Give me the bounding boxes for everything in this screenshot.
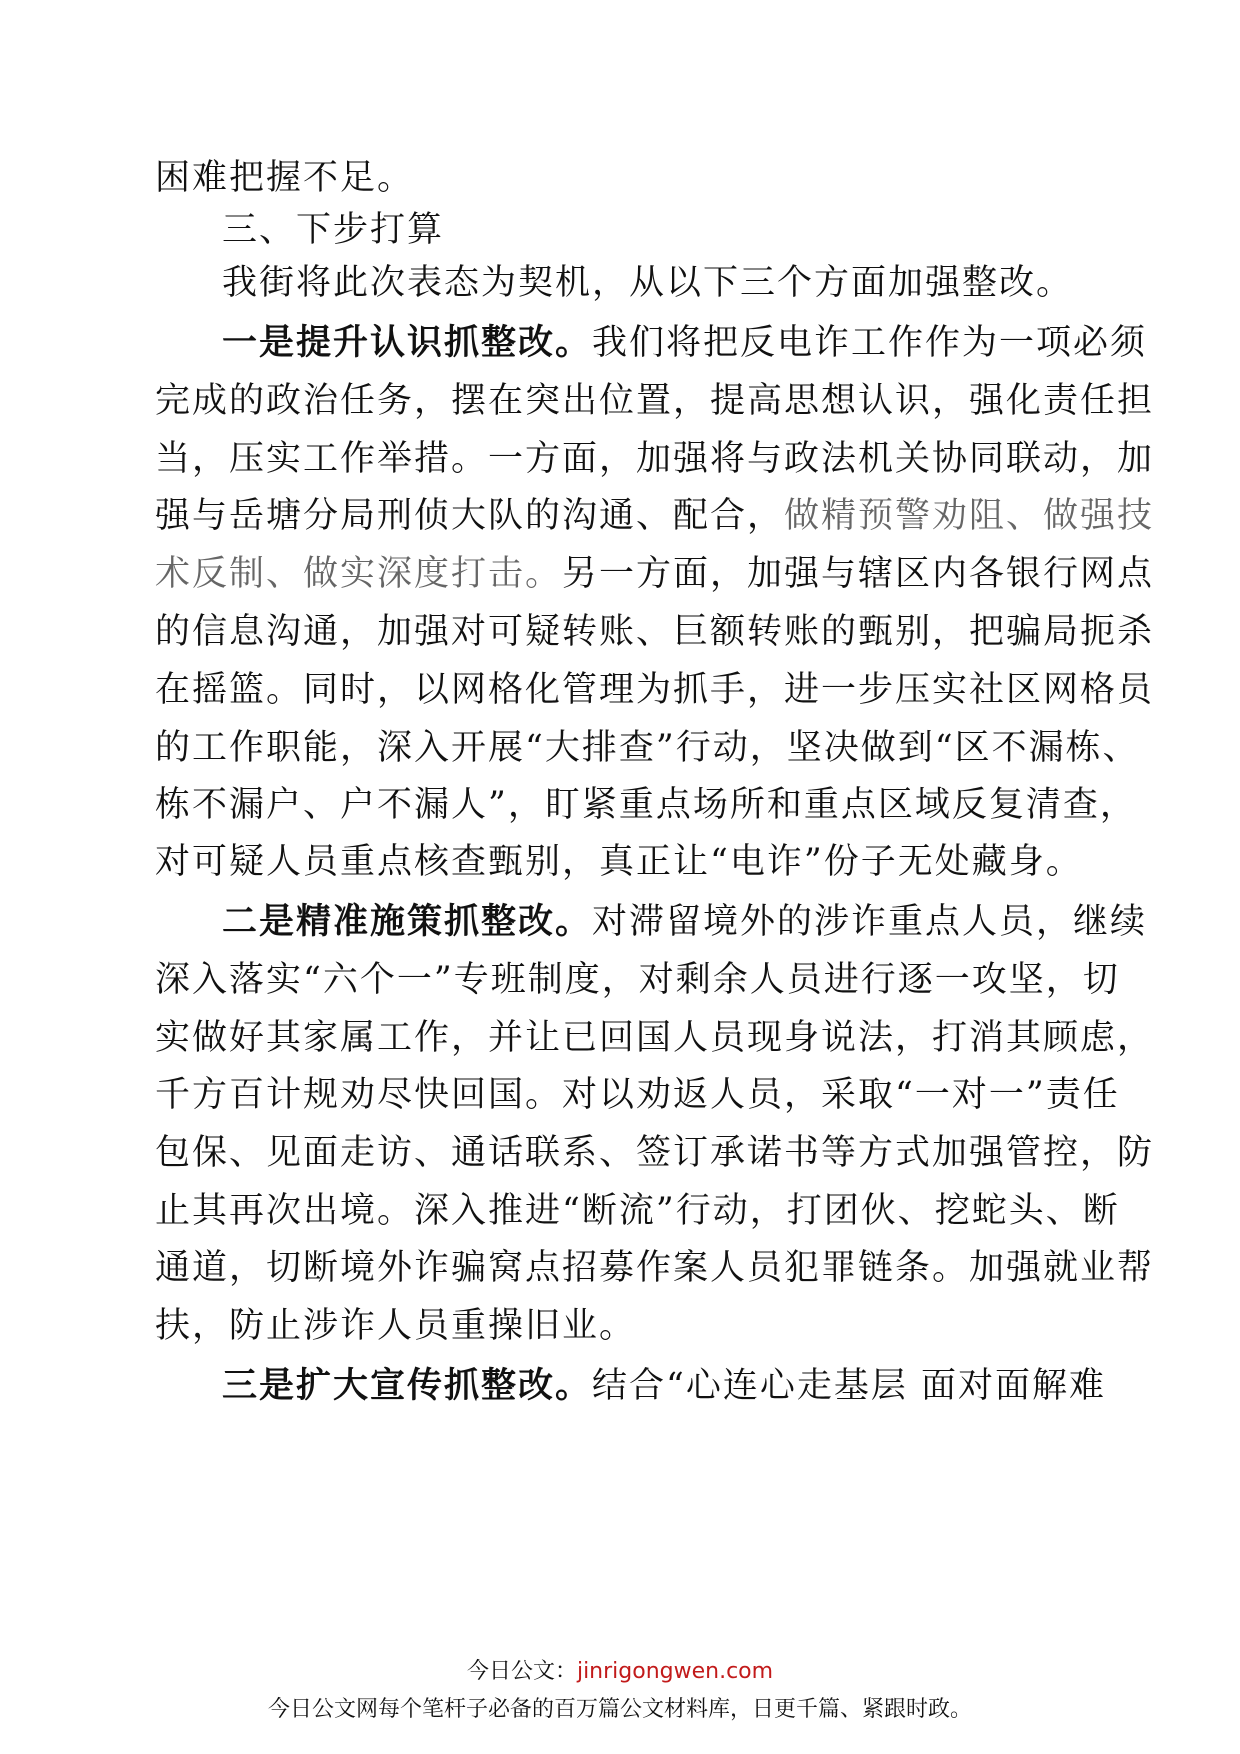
footer-tagline: 今日公文网每个笔杆子必备的百万篇公文材料库，日更千篇、紧跟时政。 <box>267 1697 972 1722</box>
footer-site-line <box>0 1654 1240 1685</box>
text-line: 困难把握不足。 <box>155 158 415 198</box>
text-span: 结合“心连心走基层 面对面解难 <box>592 1366 1107 1406</box>
section-heading: 三、下步打算 <box>222 210 445 250</box>
text-line: 的信息沟通，加强对可疑转账、巨额转账的甄别，把骗局扼杀 <box>155 612 1155 652</box>
paragraph-first-line <box>222 321 1148 365</box>
text-line <box>155 552 1155 596</box>
footer-site-label: 今日公文： <box>466 1659 577 1684</box>
paragraph-lead: 二是精准施策抓整改。 <box>222 902 593 942</box>
text-span: 强与岳塘分局刑侦大队的沟通、配合， <box>155 496 785 536</box>
paragraph-lead: 三是扩大宣传抓整改。 <box>222 1366 593 1406</box>
text-line: 实做好其家属工作，并让已回国人员现身说法，打消其顾虑， <box>155 1018 1155 1058</box>
text-span: 另一方面，加强与辖区内各银行网点 <box>562 554 1155 594</box>
paragraph-first-line <box>222 900 1148 944</box>
paragraph-lead: 一是提升认识抓整改。 <box>222 323 593 363</box>
text-span-gray: 做精预警劝阻、做强技 <box>784 496 1155 536</box>
text-line: 当，压实工作举措。一方面，加强将与政法机关协同联动，加 <box>155 439 1155 479</box>
text-line: 的工作职能，深入开展“大排查”行动，坚决做到“区不漏栋、 <box>155 728 1140 768</box>
paragraph-first-line <box>222 1364 1107 1408</box>
intro-paragraph: 我街将此次表态为契机，从以下三个方面加强整改。 <box>222 263 1074 303</box>
text-line: 通道，切断境外诈骗窝点招募作案人员犯罪链条。加强就业帮 <box>155 1248 1155 1288</box>
text-line <box>155 494 1155 538</box>
text-line: 包保、见面走访、通话联系、签订承诺书等方式加强管控，防 <box>155 1133 1155 1173</box>
text-line: 千方百计规劝尽快回国。对以劝返人员，采取“一对一”责任 <box>155 1075 1120 1115</box>
footer-site-link[interactable]: jinrigongwen.com <box>576 1659 774 1684</box>
text-span: 对滞留境外的涉诈重点人员，继续 <box>592 902 1148 942</box>
text-line: 扶，防止涉诈人员重操旧业。 <box>155 1306 637 1346</box>
text-span: 我们将把反电诈工作作为一项必须 <box>592 323 1148 363</box>
text-line: 深入落实“六个一”专班制度，对剩余人员进行逐一攻坚，切 <box>155 960 1120 1000</box>
text-line: 在摇篮。同时，以网格化管理为抓手，进一步压实社区网格员 <box>155 670 1155 710</box>
text-line: 栋不漏户、户不漏人”，盯紧重点场所和重点区域反复清查， <box>155 785 1137 825</box>
text-line: 对可疑人员重点核查甄别，真正让“电诈”份子无处藏身。 <box>155 842 1083 882</box>
text-line: 止其再次出境。深入推进“断流”行动，打团伙、挖蛇头、断 <box>155 1191 1120 1231</box>
text-span-gray: 术反制、做实深度打击。 <box>155 554 563 594</box>
text-line: 完成的政治任务，摆在突出位置，提高思想认识，强化责任担 <box>155 381 1155 421</box>
